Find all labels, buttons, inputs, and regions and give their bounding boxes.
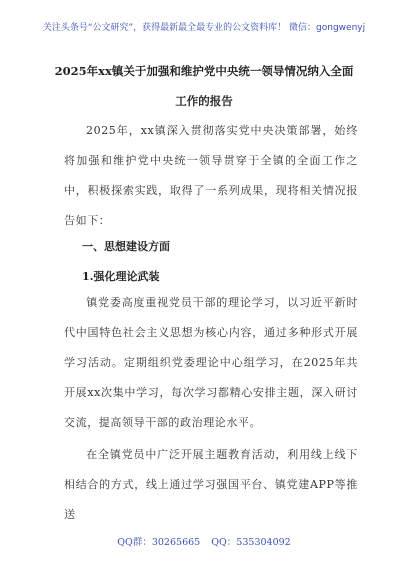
subsection-heading: 1.强化理论武装 (82, 270, 160, 283)
intro-text: 2025年，xx镇深入贯彻落实党中央决策部署，始终将加强和维护党中央统一领导贯穿于全镇的全面工作之中，积极探索实践，取得了一系列成果，现将相关情况报告如下： (64, 124, 358, 227)
body-paragraph-1 (64, 288, 358, 438)
footer-qq-group: QQ群：30265665 (117, 537, 201, 548)
footer-qq: QQ：535304092 (211, 537, 291, 548)
footer-contact (0, 534, 408, 548)
body-paragraph-2 (64, 440, 358, 530)
intro-paragraph (64, 116, 358, 236)
body-paragraph-1-text: 镇党委高度重视党员干部的理论学习，以习近平新时代中国特色社会主义思想为核心内容，通过多种形式开展学习活动。定期组织党委理论中心组学习，在2025年共开展xx次集中学习，每次学习都精心安排主题，深入研讨交流，提高领导干部的政治理论水平。 (64, 296, 358, 429)
section-heading: 一、思想建设方面 (82, 240, 170, 253)
document-title: 2025年xx镇关于加强和维护党中央统一领导情况纳入全面工作的报告 (54, 64, 354, 108)
header-banner: 关注头条号“公文研究”，获得最新最全最专业的公文资料库！ 微信：gongwenyj (42, 23, 366, 33)
body-paragraph-2-text: 在全镇党员中广泛开展主题教育活动，利用线上线下相结合的方式，线上通过学习强国平台、镇党建APP等推送 (64, 448, 358, 521)
